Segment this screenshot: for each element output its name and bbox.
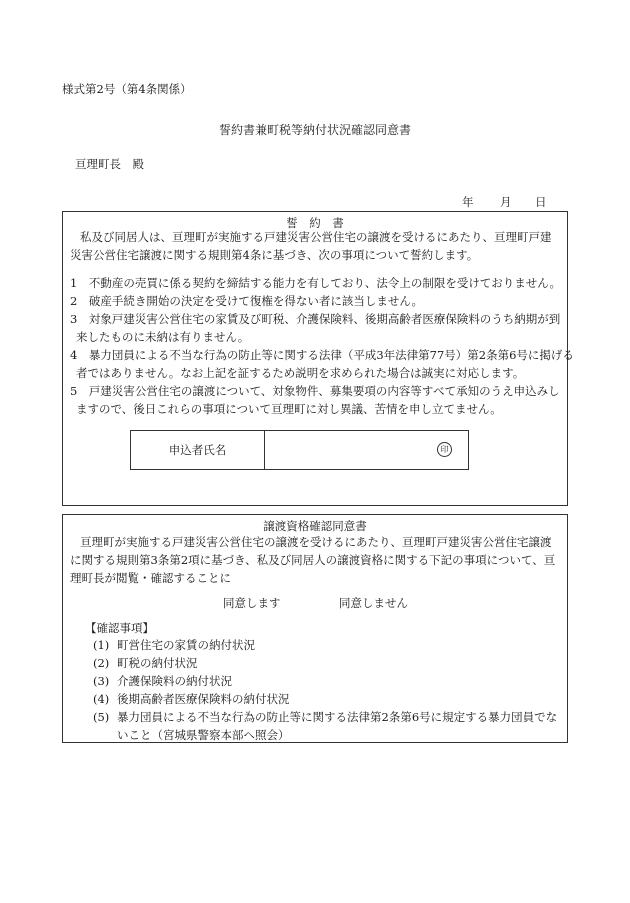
consent-intro-line: に関する規則第3条第2項に基づき、私及び同居人の譲渡資格に関する下記の事項について、亘 xyxy=(70,553,556,567)
pledge-intro-line: 私及び同居人は、亘理町が実施する戸建災害公営住宅の譲渡を受けるにあたり、亘理町戸建 xyxy=(80,230,552,244)
document-title: 誓約書兼町税等納付状況確認同意書 xyxy=(218,123,411,137)
seal-mark-icon: 印 xyxy=(437,442,452,457)
pledge-item-line: 1 不動産の売買に係る契約を締結する能力を有しており、法令上の制限を受けておりません。 xyxy=(70,276,562,290)
pledge-item-line: 2 破産手続き開始の決定を受けて復権を得ない者に該当しません。 xyxy=(70,294,424,308)
confirmation-item-text: 後期高齢者医療保険料の納付状況 xyxy=(117,692,290,706)
consent-section xyxy=(62,514,568,743)
pledge-heading: 誓 約 書 xyxy=(286,216,344,230)
addressee: 亘理町長 殿 xyxy=(75,157,144,171)
confirmation-item-text: いこと（宮城県警察本部へ照会） xyxy=(117,728,290,742)
confirmation-item-number: (5) xyxy=(93,710,110,724)
confirmation-item-number: (2) xyxy=(93,656,110,670)
confirmation-item-number: (4) xyxy=(93,692,110,706)
confirmation-items-heading: 【確認事項】 xyxy=(85,621,154,635)
applicant-name-label: 申込者氏名 xyxy=(131,431,265,469)
confirmation-item-number: (1) xyxy=(93,638,110,652)
form-number: 様式第2号（第4条関係） xyxy=(62,82,192,96)
date-day-label: 日 xyxy=(535,195,547,209)
confirmation-item-text: 暴力団員による不当な行為の防止等に関する法律第2条第6号に規定する暴力団員でな xyxy=(117,710,558,724)
pledge-item-line: 4 暴力団員による不当な行為の防止等に関する法律（平成3年法律第77号）第2条第6号に掲げる xyxy=(70,348,574,362)
agree-option[interactable]: 同意します xyxy=(223,596,281,610)
pledge-item-line: 3 対象戸建災害公営住宅の家賃及び町税、介護保険料、後期高齢者医療保険料のうち納期が到 xyxy=(70,312,561,326)
disagree-option[interactable]: 同意しません xyxy=(339,596,408,610)
consent-intro-line: 理町長が閲覧・確認することに xyxy=(70,571,231,585)
confirmation-item-text: 町税の納付状況 xyxy=(117,656,198,670)
confirmation-item-text: 介護保険料の納付状況 xyxy=(117,674,232,688)
pledge-intro-line: 災害公営住宅譲渡に関する規則第4条に基づき、次の事項について誓約します。 xyxy=(70,248,479,262)
pledge-item-line: 5 戸建災害公営住宅の譲渡について、対象物件、募集要項の内容等すべて承知のうえ申込みし xyxy=(70,384,560,398)
pledge-item-line: 来したものに未納は有りません。 xyxy=(76,330,250,344)
date-year-label: 年 xyxy=(462,195,474,209)
pledge-item-line: ますので、後日これらの事項について亘理町に対し異議、苦情を申し立てません。 xyxy=(76,402,502,416)
consent-heading: 譲渡資格確認同意書 xyxy=(263,519,367,533)
consent-intro-line: 亘理町が実施する戸建災害公営住宅の譲渡を受けるにあたり、亘理町戸建災害公営住宅譲渡 xyxy=(80,535,552,549)
confirmation-item-text: 町営住宅の家賃の納付状況 xyxy=(117,638,255,652)
pledge-section xyxy=(62,211,574,506)
confirmation-item-number: (3) xyxy=(93,674,110,688)
pledge-item-line: 者ではありません。なお上記を証するため説明を求められた場合は誠実に対応します。 xyxy=(76,366,525,380)
applicant-signature-table xyxy=(130,430,469,470)
date-month-label: 月 xyxy=(500,195,512,209)
